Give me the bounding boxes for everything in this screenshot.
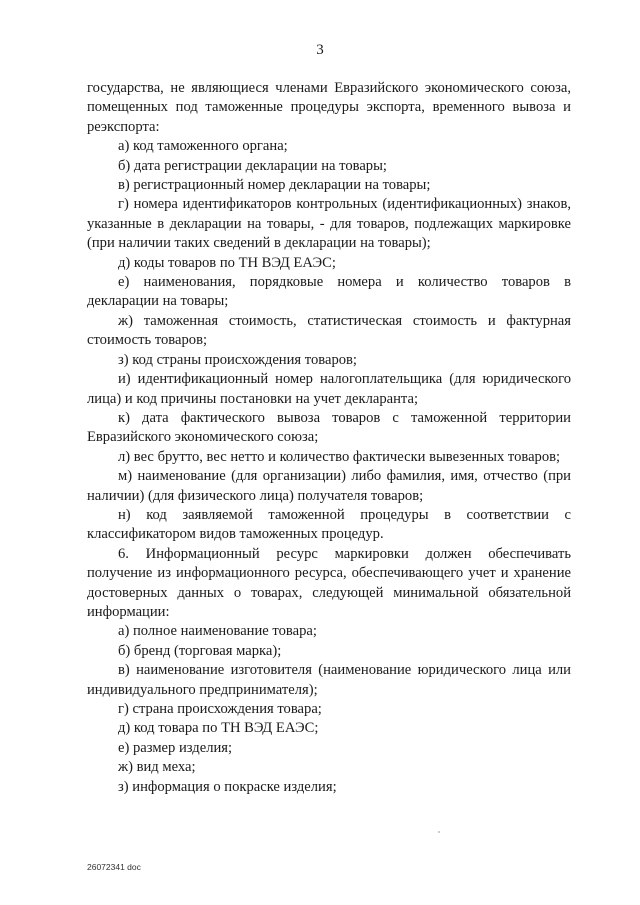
list-item: а) полное наименование товара; — [118, 623, 317, 640]
list-item: г) номера идентификаторов контрольных (идентификационных) знаков, указанные в декларации на товары, - для товаров, подлежащих маркировке (при наличии таких сведений в декларации на товары); — [87, 196, 571, 252]
list-item: в) регистрационный номер декларации на товары; — [118, 177, 431, 194]
paragraph-section-6: 6. Информационный ресурс маркировки должен обеспечивать получение из информационного ресурса, обеспечивающего учет и хранение достоверных данных о товарах, следующей минимальной обязательной информации: — [87, 545, 571, 620]
paragraph: государства, не являющиеся членами Евразийского экономического союза, помещенных под таможенные процедуры экспорта, временного вывоза и реэкспорта: — [87, 80, 571, 135]
list-item: з) информация о покраске изделия; — [118, 778, 337, 795]
list-item: д) код товара по ТН ВЭД ЕАЭС; — [118, 720, 319, 737]
list-item: и) идентификационный номер налогоплательщика (для юридического лица) и код причины постановки на учет декларанта; — [87, 371, 571, 407]
document-body — [87, 79, 571, 797]
footer-document-code: 26072341 doc — [87, 862, 141, 872]
list-item: г) страна происхождения товара; — [118, 701, 322, 717]
list-item: ж) таможенная стоимость, статистическая стоимость и фактурная стоимость товаров; — [87, 312, 571, 349]
page-number: 3 — [316, 42, 324, 58]
list-item: н) код заявляемой таможенной процедуры в соответствии с классификатором видов таможенных процедур. — [87, 506, 571, 543]
list-item: з) код страны происхождения товаров; — [118, 351, 357, 368]
list-item: м) наименование (для организации) либо фамилия, имя, отчество (при наличии) (для физического лица) получателя товаров; — [87, 468, 571, 504]
list-item: в) наименование изготовителя (наименование юридического лица или индивидуального предпринимателя); — [87, 662, 571, 698]
list-item: л) вес брутто, вес нетто и количество фактически вывезенных товаров; — [118, 448, 561, 465]
scan-speck — [438, 831, 440, 833]
list-item: е) наименования, порядковые номера и количество товаров в декларации на товары; — [87, 274, 571, 310]
list-item: ж) вид меха; — [118, 759, 196, 776]
list-item: а) код таможенного органа; — [118, 138, 288, 155]
list-item: б) дата регистрации декларации на товары; — [118, 157, 387, 174]
list-item: е) размер изделия; — [118, 739, 233, 756]
list-item: д) коды товаров по ТН ВЭД ЕАЭС; — [118, 254, 336, 271]
list-item: к) дата фактического вывоза товаров с таможенной территории Евразийского экономического союза; — [87, 409, 571, 446]
list-item: б) бренд (торговая марка); — [118, 642, 282, 659]
